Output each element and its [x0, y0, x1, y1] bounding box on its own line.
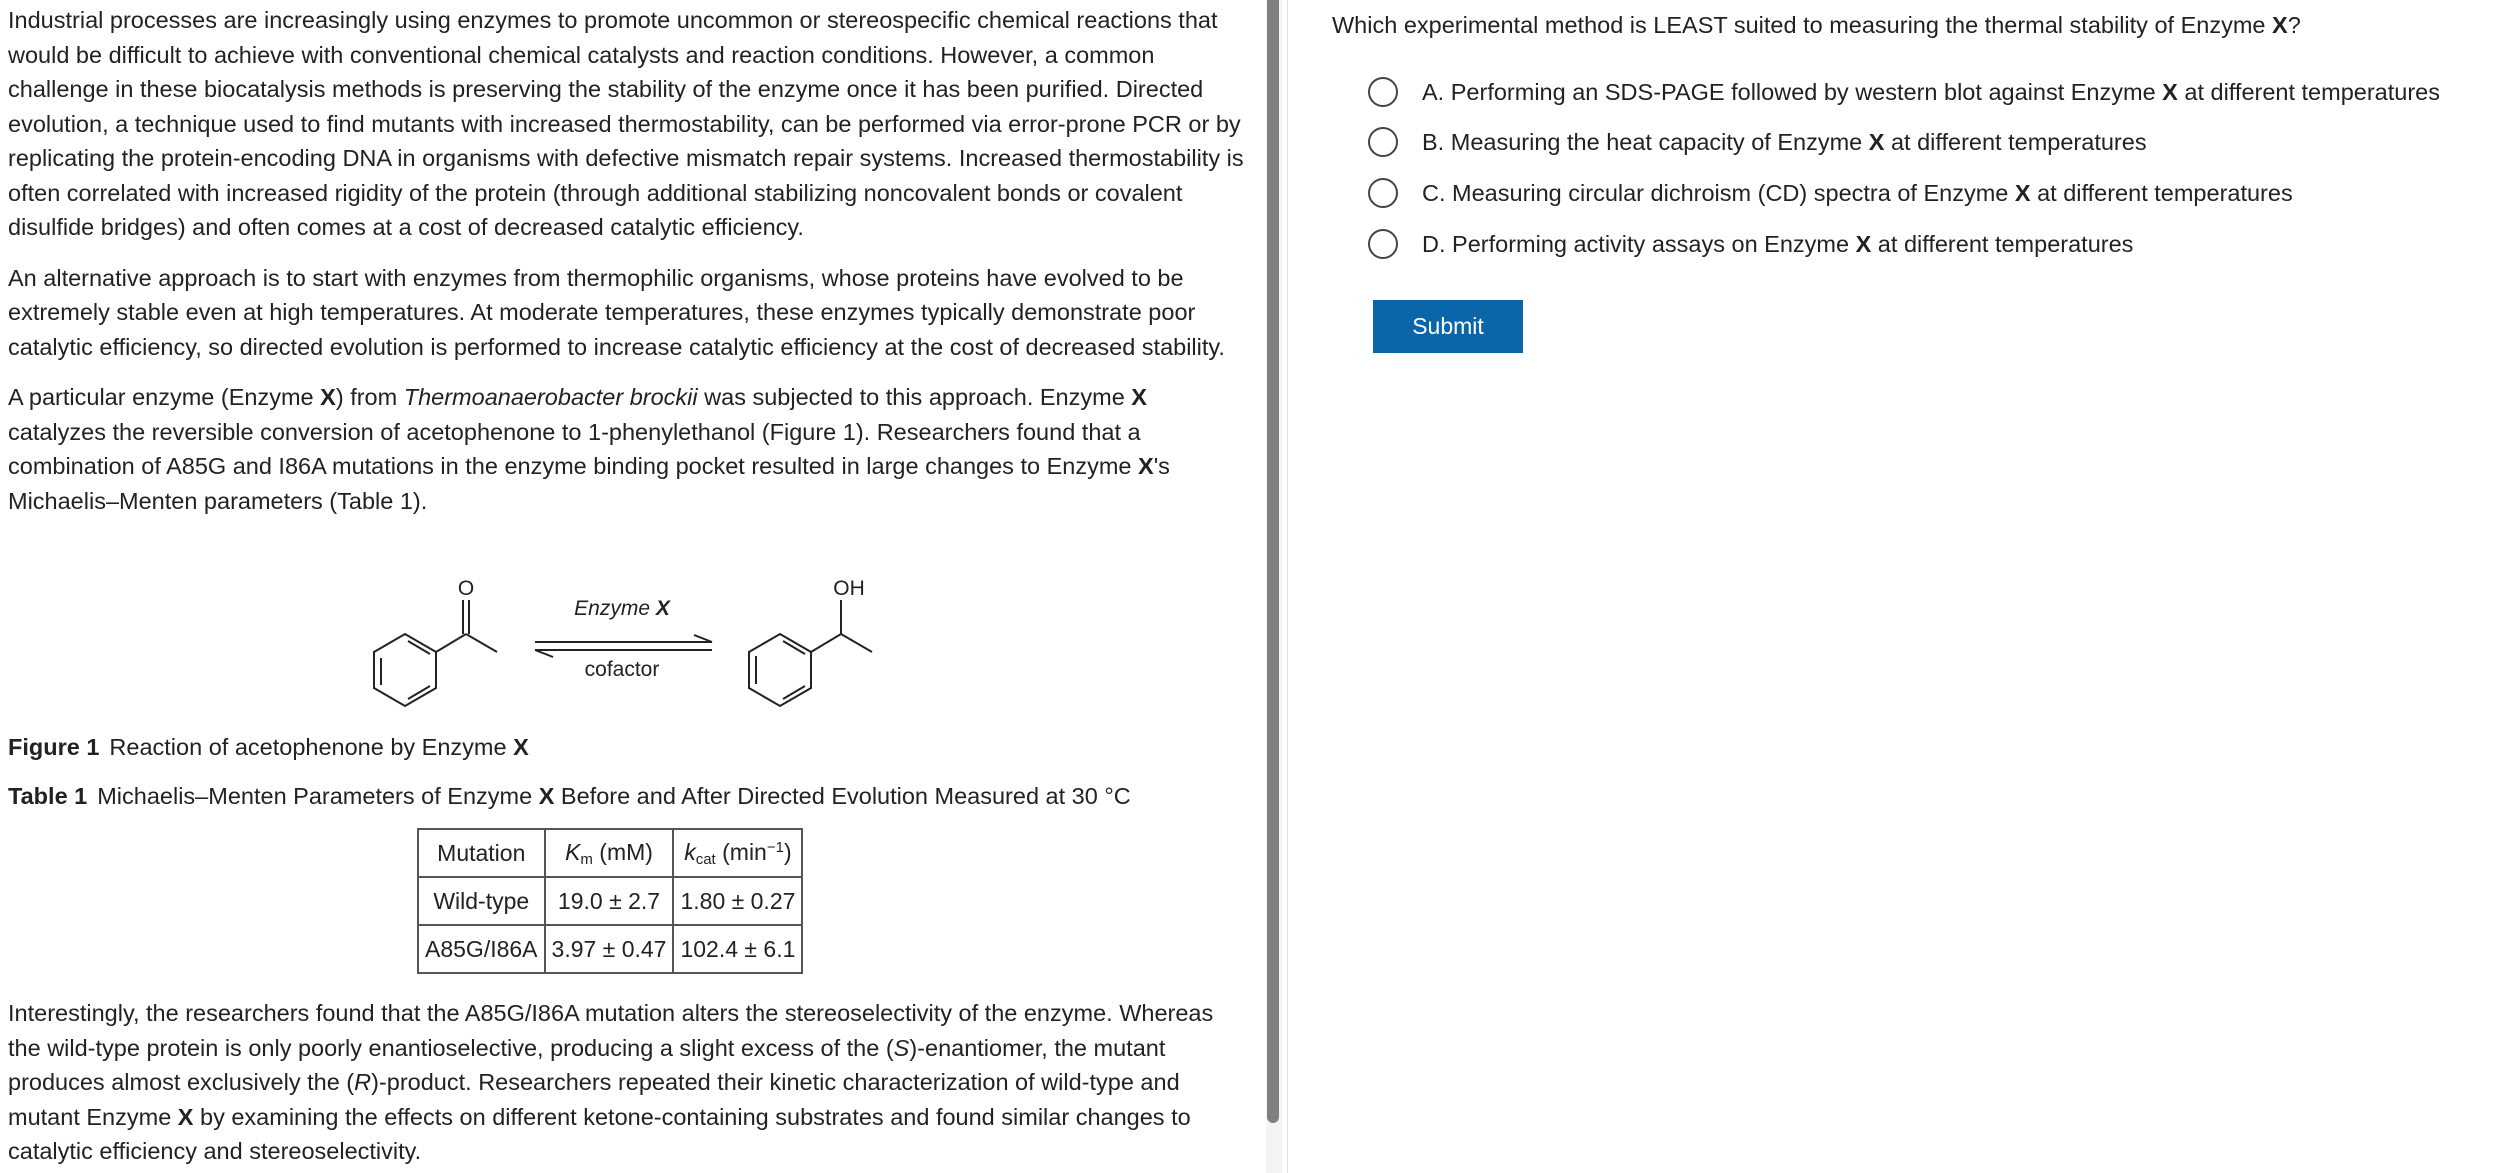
header-kcat: $k_{cat}$ $(\min^{-1})$ [673, 829, 802, 877]
radio-b[interactable] [1368, 127, 1398, 157]
equilibrium-arrows [535, 597, 712, 681]
cell-kcat: 102.4 ± 6.1 [673, 925, 802, 973]
radio-d[interactable] [1368, 229, 1398, 259]
question-text: Which experimental method is LEAST suited to measuring the thermal stability of Enzyme X? [1332, 12, 2301, 38]
table-caption: Table 1 Michaelis–Menten Parameters of Enzyme X Before and After Directed Evolution Measured at 30 °C [8, 783, 1131, 809]
submit-button[interactable]: Submit [1373, 300, 1523, 353]
cell-km: 19.0 ± 2.7 [545, 877, 674, 925]
table-row [418, 925, 802, 973]
cell-kcat: 1.80 ± 0.27 [673, 877, 802, 925]
question-pane [1290, 0, 2508, 1173]
michaelis-menten-table [417, 828, 803, 974]
option-a-label: A. Performing an SDS-PAGE followed by western blot against Enzyme X at different temperatures [1422, 78, 2440, 105]
radio-a[interactable] [1368, 77, 1398, 107]
option-d-label: D. Performing activity assays on Enzyme X at different temperatures [1422, 230, 2134, 257]
acetophenone-structure [374, 577, 497, 706]
option-c-label: C. Measuring circular dichroism (CD) spectra of Enzyme X at different temperatures [1422, 179, 2293, 206]
enzyme-x-label: Enzyme X [574, 597, 670, 620]
alcohol-hydroxyl-label: OH [833, 577, 865, 600]
option-c[interactable] [1368, 176, 2293, 210]
passage-paragraph-4: Interestingly, the researchers found that the A85G/I86A mutation alters the stereoselectivity of the enzyme. Whereas the wild-type protein is only poorly enantioselective, producing a slight excess of the (S)-enantiomer, the mutant produces almost exclusively the (R)-product. Researchers repeated their kinetic characterization of wild-type and mutant Enzyme X by examining the effects on different ketone-containing substrates and found similar changes to catalytic efficiency and stereoselectivity. [8, 1000, 1214, 1164]
reaction-figure [360, 570, 900, 710]
figure-caption: Figure 1 Reaction of acetophenone by Enzyme X [8, 734, 529, 760]
table-row [418, 877, 802, 925]
radio-c[interactable] [1368, 178, 1398, 208]
header-mutation: Mutation [418, 829, 545, 877]
table-header-row [418, 829, 802, 877]
option-b-label: B. Measuring the heat capacity of Enzyme X at different temperatures [1422, 128, 2147, 155]
passage-paragraph-2: An alternative approach is to start with enzymes from thermophilic organisms, whose proteins have evolved to be extremely stable even at high temperatures. At moderate temperatures, these enzymes typically demonstrate poor catalytic efficiency, so directed evolution is performed to increase catalytic efficiency at the cost of decreased stability. [8, 264, 1225, 360]
cofactor-label: cofactor [584, 658, 660, 681]
passage-paragraph-3: A particular enzyme (Enzyme X) from Thermoanaerobacter brockii was subjected to this approach. Enzyme X catalyzes the reversible conversion of acetophenone to 1-phenylethanol (Figure 1). Researchers found that a combination of A85G and I86A mutations in the enzyme binding pocket resulted in large changes to Enzyme X's Michaelis–Menten parameters (Table 1). [8, 384, 1170, 514]
passage-scrollbar-thumb[interactable] [1267, 0, 1279, 1123]
option-a[interactable] [1368, 75, 2440, 109]
cell-mutation: Wild-type [418, 877, 545, 925]
ketone-oxygen-label: O [457, 577, 475, 600]
cell-km: 3.97 ± 0.47 [545, 925, 674, 973]
cell-mutation: A85G/I86A [418, 925, 545, 973]
option-b[interactable] [1368, 125, 2147, 159]
header-km: $K_m$ (mM) [545, 829, 674, 877]
passage-paragraph-1: Industrial processes are increasingly using enzymes to promote uncommon or stereospecific chemical reactions that would be difficult to achieve with conventional chemical catalysts and reaction conditions. However, a common challenge in these biocatalysis methods is preserving the stability of the enzyme once it has been purified. Directed evolution, a technique used to find mutants with increased thermostability, can be performed via error-prone PCR or by replicating the protein-encoding DNA in organisms with defective mismatch repair systems. Increased thermostability is often correlated with increased rigidity of the protein (through additional stabilizing noncovalent bonds or covalent disulfide bridges) and often comes at a cost of decreased catalytic efficiency. [8, 7, 1244, 240]
option-d[interactable] [1368, 227, 2133, 261]
divider-line [1287, 0, 1288, 1173]
phenylethanol-structure [749, 577, 872, 706]
